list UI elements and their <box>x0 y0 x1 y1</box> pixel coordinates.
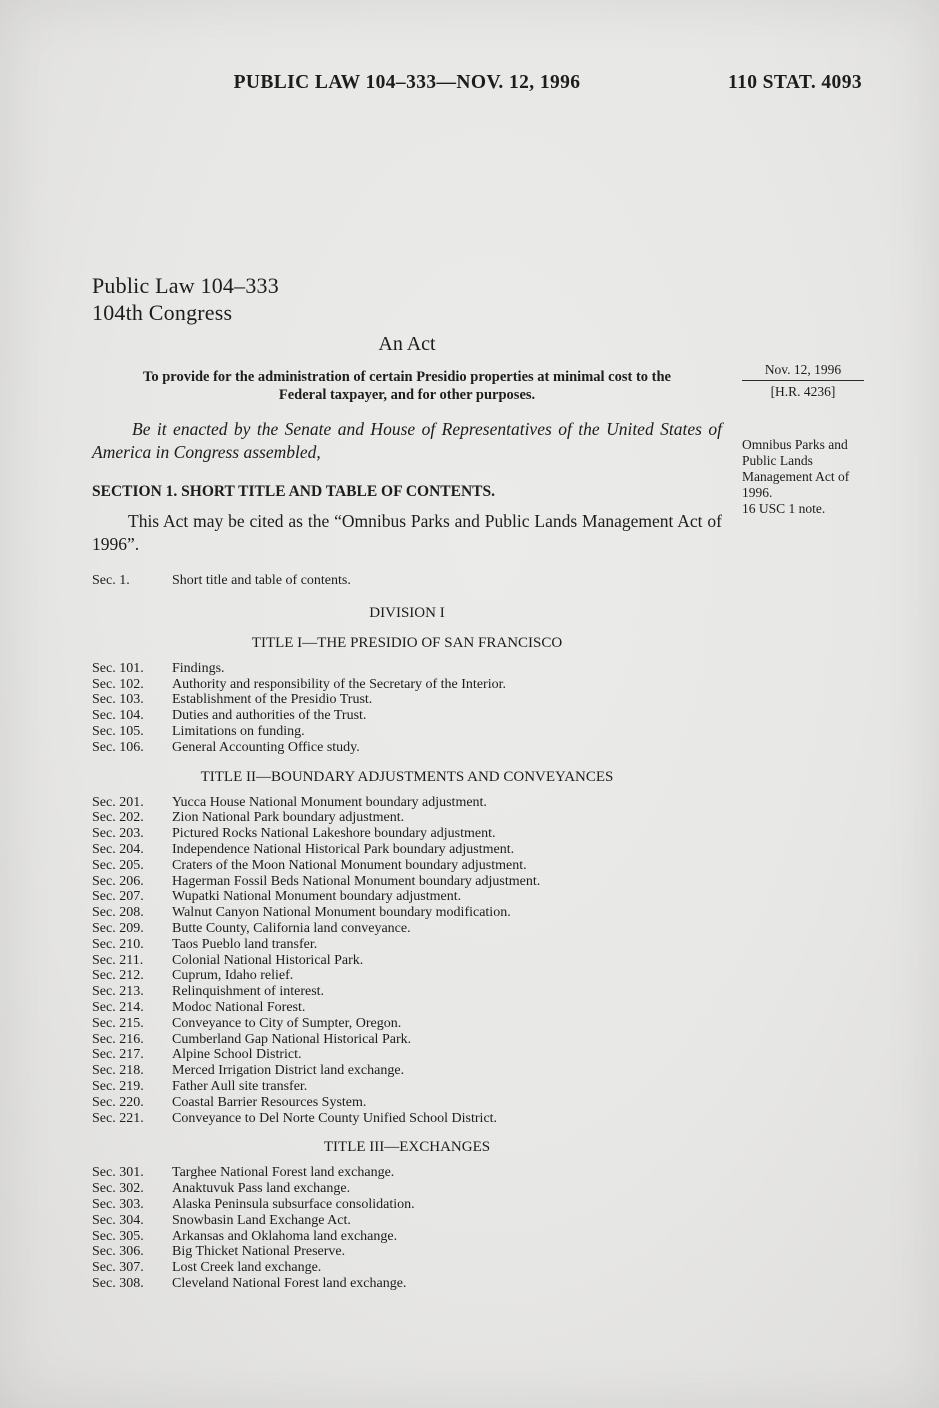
toc-entry-text: Alaska Peninsula subsurface consolidation. <box>172 1196 415 1212</box>
enactment-date: Nov. 12, 1996 <box>742 362 864 381</box>
bill-number: [H.R. 4236] <box>770 384 836 399</box>
toc-entry-number: Sec. 105. <box>92 723 144 739</box>
toc-entry <box>92 1047 722 1063</box>
toc-title2-entries <box>92 795 722 1127</box>
toc-entry-text: Alpine School District. <box>172 1047 302 1063</box>
toc-entry-number: Sec. 209. <box>92 920 144 936</box>
toc-entry-number: Sec. 219. <box>92 1078 144 1094</box>
toc-entry <box>92 1095 722 1111</box>
toc-entry-number: Sec. 102. <box>92 676 144 692</box>
toc-entry-number: Sec. 1. <box>92 573 130 588</box>
toc-entry-number: Sec. 210. <box>92 936 144 952</box>
toc-entry <box>92 1063 722 1079</box>
toc-entry-text: Snowbasin Land Exchange Act. <box>172 1212 351 1228</box>
toc-entry-text: Wupatki National Monument boundary adjustment. <box>172 889 462 905</box>
toc-entry-text: Conveyance to Del Norte County Unified School District. <box>172 1110 498 1126</box>
toc-entry <box>92 826 722 842</box>
toc-entry-text: Yucca House National Monument boundary adjustment. <box>172 794 487 810</box>
toc-entry-number: Sec. 302. <box>92 1181 144 1197</box>
toc-entry-number: Sec. 217. <box>92 1047 144 1063</box>
toc-entry-text: Pictured Rocks National Lakeshore boundary adjustment. <box>172 826 496 842</box>
toc-entry-number: Sec. 103. <box>92 692 144 708</box>
toc-entry-text: Colonial National Historical Park. <box>172 952 364 968</box>
toc-entry-text: Lost Creek land exchange. <box>172 1260 322 1276</box>
toc-entry-number: Sec. 205. <box>92 857 144 873</box>
toc-entry-number: Sec. 216. <box>92 1031 144 1047</box>
toc-entry <box>92 984 722 1000</box>
toc-entry <box>92 1165 722 1181</box>
toc-entry-number: Sec. 218. <box>92 1063 144 1079</box>
toc-entry-number: Sec. 203. <box>92 826 144 842</box>
title-ii-heading: TITLE II—BOUNDARY ADJUSTMENTS AND CONVEYANCES <box>200 768 614 785</box>
toc-entry-sec1 <box>92 573 722 589</box>
act-heading: An Act <box>378 333 436 355</box>
toc-entry <box>92 1197 722 1213</box>
toc-entry-number: Sec. 202. <box>92 810 144 826</box>
toc-entry-number: Sec. 201. <box>92 794 144 810</box>
toc-entry-number: Sec. 307. <box>92 1260 144 1276</box>
toc-entry-number: Sec. 211. <box>92 952 144 968</box>
toc-entry <box>92 921 722 937</box>
toc-entry <box>92 1181 722 1197</box>
toc-entry <box>92 1244 722 1260</box>
toc-entry-number: Sec. 212. <box>92 968 144 984</box>
toc-entry-text: Father Aull site transfer. <box>172 1078 308 1094</box>
toc-entry-number: Sec. 308. <box>92 1275 144 1291</box>
toc-entry <box>92 874 722 890</box>
toc-entry-number: Sec. 208. <box>92 905 144 921</box>
law-slug <box>92 272 722 326</box>
toc-entry <box>92 692 722 708</box>
toc-entry <box>92 889 722 905</box>
toc-entry-text: Coastal Barrier Resources System. <box>172 1094 367 1110</box>
toc-entry <box>92 1276 722 1292</box>
toc-entry-number: Sec. 213. <box>92 984 144 1000</box>
toc-title1-entries <box>92 661 722 756</box>
toc-entry-text: Anaktuvuk Pass land exchange. <box>172 1181 351 1197</box>
toc-entry <box>92 1079 722 1095</box>
toc-entry <box>92 740 722 756</box>
toc-entry <box>92 937 722 953</box>
margin-note-short-title <box>742 437 872 517</box>
law-number: Public Law 104–333 <box>92 273 279 298</box>
toc-entry-text: Independence National Historical Park boundary adjustment. <box>172 841 515 857</box>
main-text-column <box>92 272 722 1292</box>
toc-entry <box>92 1016 722 1032</box>
toc-entry <box>92 661 722 677</box>
short-title-note: Omnibus Parks and Public Lands Management Act of 1996. <box>742 437 850 500</box>
toc-entry <box>92 1111 722 1127</box>
toc-entry-text: Authority and responsibility of the Secretary of the Interior. <box>172 676 506 692</box>
section-1-body: This Act may be cited as the “Omnibus Parks and Public Lands Management Act of 1996”. <box>92 510 722 554</box>
toc-entry <box>92 708 722 724</box>
enacting-clause: Be it enacted by the Senate and House of Representatives of the United States of America in Congress assembled, <box>92 419 722 462</box>
toc-entry-text: Relinquishment of interest. <box>172 984 325 1000</box>
toc-entry-text: Zion National Park boundary adjustment. <box>172 810 405 826</box>
toc-entry-text: Arkansas and Oklahoma land exchange. <box>172 1228 398 1244</box>
toc-entry-number: Sec. 206. <box>92 873 144 889</box>
division-i-heading: DIVISION I <box>369 604 445 621</box>
congress-number: 104th Congress <box>92 300 233 325</box>
toc-entry <box>92 724 722 740</box>
running-head <box>92 72 862 94</box>
toc-entry-number: Sec. 207. <box>92 889 144 905</box>
toc-entry-text: Craters of the Moon National Monument boundary adjustment. <box>172 857 527 873</box>
running-head-law-title: PUBLIC LAW 104–333—NOV. 12, 1996 <box>233 72 581 93</box>
toc-title3-entries <box>92 1165 722 1291</box>
toc-entry <box>92 1229 722 1245</box>
toc-entry-number: Sec. 305. <box>92 1228 144 1244</box>
toc-entry-number: Sec. 204. <box>92 841 144 857</box>
section-1-heading: SECTION 1. SHORT TITLE AND TABLE OF CONTENTS. <box>92 482 496 500</box>
toc-entry <box>92 953 722 969</box>
toc-entry-text: Hagerman Fossil Beds National Monument boundary adjustment. <box>172 873 541 889</box>
toc-entry-number: Sec. 104. <box>92 708 144 724</box>
toc-entry-text: Duties and authorities of the Trust. <box>172 708 367 724</box>
toc-entry <box>92 810 722 826</box>
act-purpose: To provide for the administration of certain Presidio properties at minimal cost to the Federal taxpayer, and for other purposes. <box>142 369 671 403</box>
toc-entry <box>92 858 722 874</box>
toc-entry-number: Sec. 214. <box>92 999 144 1015</box>
toc-entry-text: Modoc National Forest. <box>172 999 306 1015</box>
toc-entry-number: Sec. 220. <box>92 1094 144 1110</box>
toc-entry-number: Sec. 106. <box>92 739 144 755</box>
toc-entry-text: Cleveland National Forest land exchange. <box>172 1275 407 1291</box>
toc-entry <box>92 1000 722 1016</box>
toc-entry-text: Butte County, California land conveyance. <box>172 920 411 936</box>
toc-entry <box>92 1032 722 1048</box>
title-iii-heading: TITLE III—EXCHANGES <box>323 1139 491 1156</box>
toc-entry-number: Sec. 304. <box>92 1212 144 1228</box>
toc-entry-text: Cuprum, Idaho relief. <box>172 968 294 984</box>
toc-entry-text: Conveyance to City of Sumpter, Oregon. <box>172 1015 402 1031</box>
toc-entry <box>92 842 722 858</box>
toc-entry-text: Findings. <box>172 660 225 676</box>
toc-entry-number: Sec. 306. <box>92 1244 144 1260</box>
toc-entry-text: Cumberland Gap National Historical Park. <box>172 1031 412 1047</box>
toc-entry-number: Sec. 303. <box>92 1196 144 1212</box>
margin-note-date <box>742 362 864 400</box>
toc-entry <box>92 968 722 984</box>
toc-entry-text: Merced Irrigation District land exchange. <box>172 1063 405 1079</box>
toc-entry-text: General Accounting Office study. <box>172 739 360 755</box>
toc-entry-text: Short title and table of contents. <box>172 573 351 588</box>
title-i-heading: TITLE I—THE PRESIDIO OF SAN FRANCISCO <box>251 634 563 651</box>
toc-entry-number: Sec. 101. <box>92 660 144 676</box>
toc-entry-text: Targhee National Forest land exchange. <box>172 1165 395 1181</box>
toc-entry-number: Sec. 301. <box>92 1165 144 1181</box>
running-head-stat-citation: 110 STAT. 4093 <box>728 72 862 93</box>
toc-entry-text: Big Thicket National Preserve. <box>172 1244 346 1260</box>
toc-entry-text: Walnut Canyon National Monument boundary modification. <box>172 905 511 921</box>
toc-entry-number: Sec. 221. <box>92 1110 144 1126</box>
toc-entry-text: Taos Pueblo land transfer. <box>172 936 318 952</box>
toc-entry <box>92 1260 722 1276</box>
toc-entry <box>92 1213 722 1229</box>
usc-note: 16 USC 1 note. <box>742 501 826 516</box>
toc-entry <box>92 677 722 693</box>
toc-entry <box>92 795 722 811</box>
toc-entry-text: Establishment of the Presidio Trust. <box>172 692 373 708</box>
toc-entry-number: Sec. 215. <box>92 1015 144 1031</box>
toc-entry-text: Limitations on funding. <box>172 723 305 739</box>
toc-entry <box>92 905 722 921</box>
